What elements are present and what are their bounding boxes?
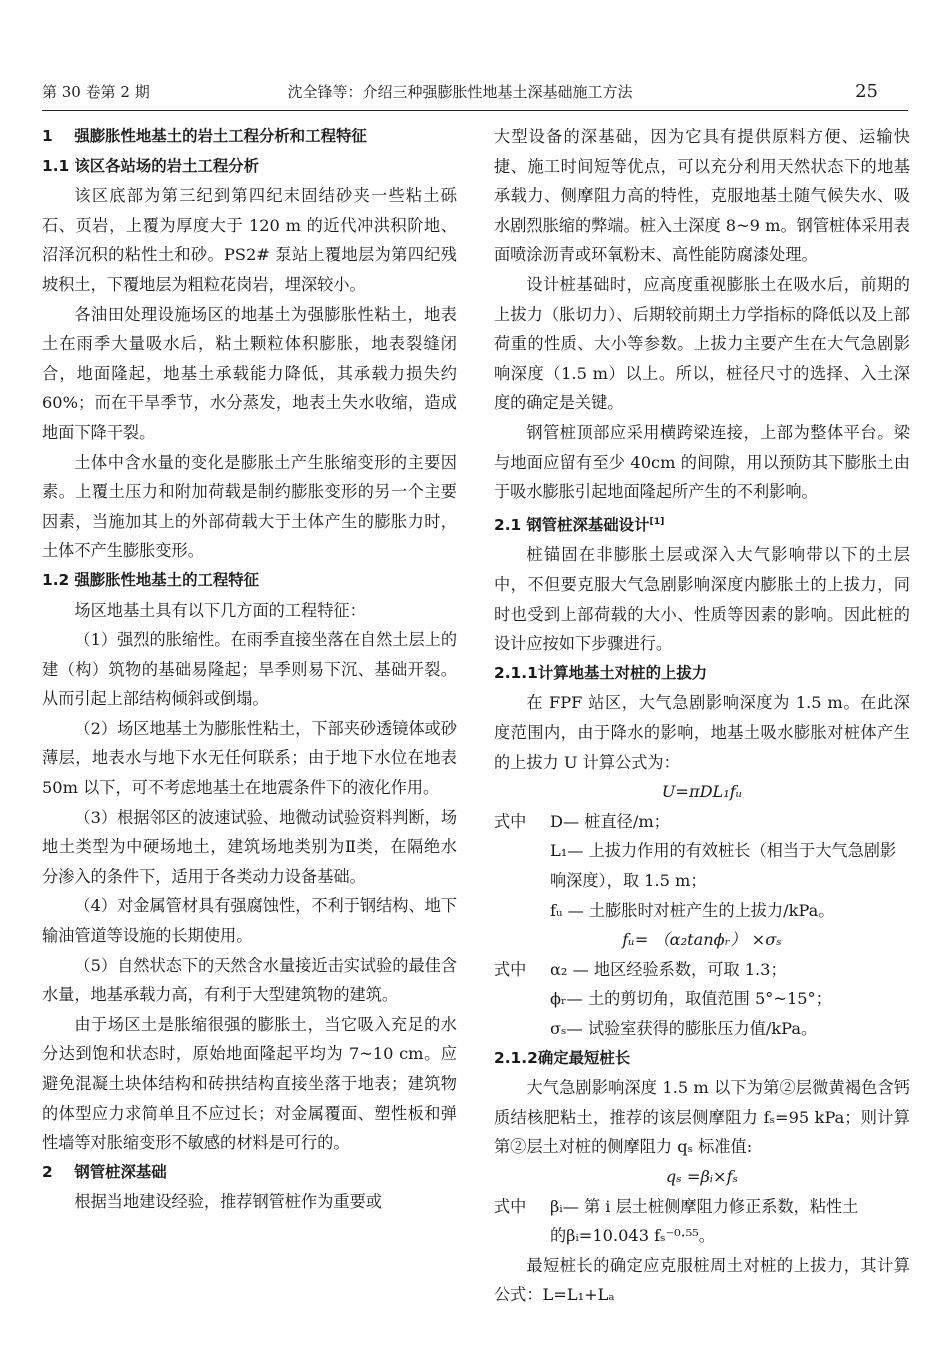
body-paragraph: 各油田处理设施场区的地基土为强膨胀性粘土，地表土在雨季大量吸水后，粘土颗粒体积膨胀，地表裂缝闭合，地面隆起，地基土承载能力降低，其承载力损失约 60%；而在干旱季节，水分蒸发，地表土失水收缩，造成地面下降干裂。 — [42, 304, 457, 442]
section-title: 强膨胀性地基土的岩土工程分析和工程特征 — [74, 127, 367, 145]
body-paragraph: 钢管桩顶部应采用横跨梁连接，上部为整体平台。梁与地面应留有至少 40cm 的间隙，用以预防其下膨胀土由于吸水膨胀引起地面隆起所产生的不利影响。 — [494, 422, 910, 502]
section-number: 1.1 — [42, 156, 70, 175]
variable-definition: L₁— 上拔力作用的有效桩长（相当于大气急剧影响深度），取 1.5 m； — [550, 841, 897, 890]
section-heading — [494, 1044, 910, 1074]
body-paragraph: 该区底部为第三纪到第四纪末固结砂夹一些粘土砾石、页岩，上覆为厚度大于 120 m 的近代冲洪积阶地、沼泽沉积的粘性土和砂。PS2# 泵站上覆地层为第四纪残坡积土，下覆地层为粗粒花岗岩，埋深较小。 — [42, 186, 457, 294]
body-paragraph: （4）对金属管材具有强腐蚀性，不利于钢结构、地下输油管道等设施的长期使用。 — [42, 896, 458, 946]
equation: U=πDL₁fᵤ — [661, 782, 743, 802]
citation-ref: [1] — [649, 515, 665, 527]
left-column — [42, 122, 457, 1217]
section-title: 该区各站场的岩土工程分析 — [74, 156, 260, 175]
definition-text: βᵢ— 第 i 层土桩侧摩阻力修正系数，粘性土 — [550, 1196, 859, 1216]
body-paragraph: （1）强烈的胀缩性。在雨季直接坐落在自然土层上的建（构）筑物的基础易隆起；旱季则易下沉、基础开裂。从而引起上部结构倾斜或倒塌。 — [42, 630, 458, 709]
section-number: 1 — [42, 127, 53, 145]
body-paragraph: 桩锚固在非膨胀土层或深入大气影响带以下的土层中，不但要克服大气急剧影响深度内膨胀土的上拔力，同时也受到上部荷载的大小、性质等因素的影响。因此桩的设计应按如下步骤进行。 — [494, 545, 910, 654]
variable-definition — [494, 1192, 910, 1222]
section-number: 2.1 — [494, 515, 522, 534]
section-number: 2 — [42, 1162, 53, 1181]
where-label: 式中 — [494, 1196, 527, 1216]
section-title: 钢管桩深基础设计 — [526, 515, 650, 534]
section-heading — [42, 122, 457, 152]
where-label: 式中 — [494, 811, 527, 831]
running-title: 沈全锋等：介绍三种强膨胀性地基土深基础施工方法 — [287, 83, 633, 101]
body-paragraph: 大型设备的深基础，因为它具有提供原料方便、运输快捷、施工时间短等优点，可以充分利用天然状态下的地基承载力、侧摩阻力高的特性，克服地基土随气候失水、吸水剧烈胀缩的弊端。桩入土深度 8~9 m。钢管桩体采用表面喷涂沥青或环氧粉末、高性能防腐漆处理。 — [494, 127, 910, 265]
section-title: 钢管桩深基础 — [74, 1162, 167, 1181]
body-paragraph: （5）自然状态下的天然含水量接近击实试验的最佳含水量，地基承载力高，有利于大型建筑物的建筑。 — [42, 955, 458, 1005]
section-title: 强膨胀性地基土的工程特征 — [74, 570, 260, 589]
header-rule — [42, 110, 908, 111]
variable-definition: fᵤ — 土膨胀时对桩产生的上拔力/kPa。 — [550, 900, 835, 920]
equation: qₛ =βᵢ×fₛ — [665, 1166, 739, 1186]
body-paragraph: 设计桩基础时，应高度重视膨胀土在吸水后，前期的上拔力（胀切力）、后期较前期土力学指标的降低以及上部荷重的性质、大小等参数。上拔力主要产生在大气急剧影响深度（1.5 m）以上。所以，桩径尺寸的选择、入土深度的确定是关键。 — [494, 274, 910, 413]
variable-definition: σₛ— 试验室获得的膨胀压力值/kPa。 — [550, 1018, 818, 1038]
body-paragraph: 根据当地建设经验，推荐钢管桩作为重要或 — [74, 1192, 382, 1212]
body-paragraph: 场区地基土具有以下几方面的工程特征： — [74, 600, 366, 620]
variable-definition — [494, 955, 910, 985]
section-heading — [42, 566, 457, 596]
variable-definition: ϕᵣ— 土的剪切角，取值范围 5°~15°； — [550, 989, 832, 1009]
body-paragraph: 在 FPF 站区，大气急剧影响深度为 1.5 m。在此深度范围内，由于降水的影响，地基土吸水膨胀对桩体产生的上拔力 U 计算公式为： — [494, 693, 910, 772]
body-paragraph: 由于场区土是胀缩很强的膨胀土，当它吸入充足的水分达到饱和状态时，原始地面隆起平均为 7~10 cm。应避免混凝土块体结构和砖拱结构直接坐落于地表；建筑物的体型应力求简单且不应过长；对金属覆面、塑性板和弹性墙等对胀缩变形不敏感的材料是可行的。 — [42, 1014, 457, 1153]
body-paragraph: 土体中含水量的变化是膨胀土产生胀缩变形的主要因素。上覆土压力和附加荷载是制约膨胀变形的另一个主要因素，当施加其上的外部荷载大于土体产生的膨胀力时，土体不产生膨胀变形。 — [42, 452, 457, 561]
section-heading — [42, 1158, 457, 1188]
section-number: 2.1.1 — [494, 663, 538, 682]
section-heading — [494, 507, 910, 541]
right-column — [494, 122, 910, 1310]
body-paragraph: （2）场区地基土为膨胀性粘土，下部夹砂透镜体或砂薄层，地表水与地下水无任何联系；由于地下水位在地表 50m 以下，可不考虑地基土在地震条件下的液化作用。 — [42, 718, 458, 798]
journal-issue: 第 30 卷第 2 期 — [42, 83, 150, 101]
variable-definition — [494, 807, 910, 837]
variable-definition: 的βᵢ=10.043 fₛ⁻⁰·⁵⁵。 — [550, 1226, 715, 1246]
section-title: 计算地基土对桩的上拔力 — [537, 663, 708, 682]
section-number: 2.1.2 — [494, 1048, 538, 1067]
equation: fᵤ= （α₂tanϕᵣ） ×σₛ — [622, 930, 782, 950]
section-number: 1.2 — [42, 570, 70, 589]
section-title: 确定最短桩长 — [537, 1048, 631, 1067]
where-label: 式中 — [494, 959, 527, 979]
section-heading — [42, 152, 457, 182]
running-header — [42, 80, 878, 104]
body-paragraph: （3）根据邻区的波速试验、地微动试验资料判断，场地土类型为中硬场地土，建筑场地类别为Ⅱ类，在隔绝水分渗入的条件下，适用于各类动力设备基础。 — [42, 807, 458, 886]
page-number: 25 — [855, 81, 878, 102]
body-paragraph: 大气急剧影响深度 1.5 m 以下为第②层微黄褐色含钙质结核肥粘土，推荐的该层侧摩阻力 fₛ=95 kPa；则计算第②层土对桩的侧摩阻力 qₛ 标准值: — [494, 1078, 910, 1157]
definition-text: α₂ — 地区经验系数，可取 1.3； — [550, 959, 787, 979]
body-paragraph: 最短桩长的确定应克服桩周土对桩的上拔力，其计算公式：L=L₁+Lₐ — [494, 1255, 910, 1305]
section-heading — [494, 659, 910, 689]
definition-text: D— 桩直径/m； — [550, 811, 670, 831]
